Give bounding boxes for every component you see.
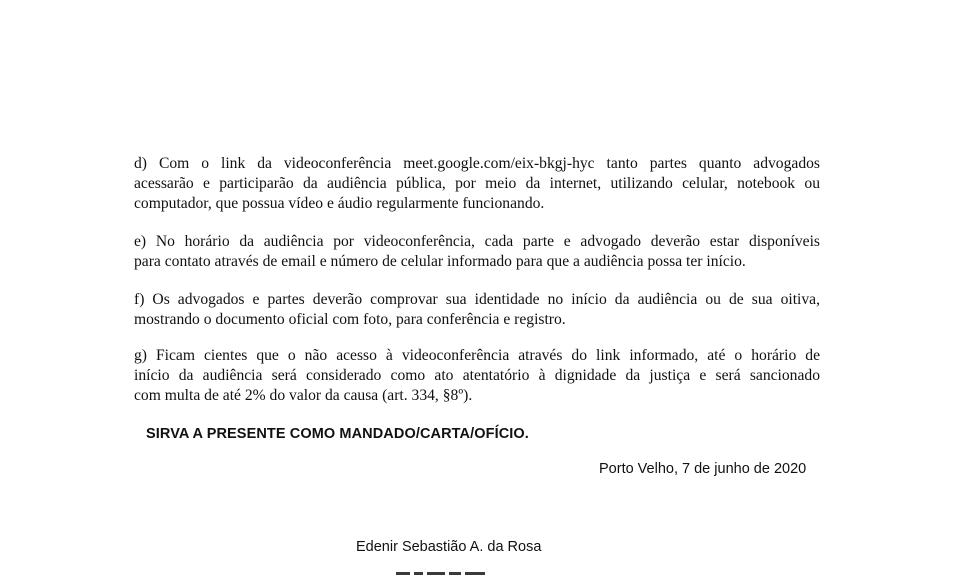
paragraph-line: início da audiência será considerado como ato atentatório à dignidade da justiça e será sancionado <box>134 367 820 384</box>
paragraph-line: mostrando o documento oficial com foto, para conferência e registro. <box>134 311 566 328</box>
paragraph-d <box>134 154 820 214</box>
signer-name: Edenir Sebastião A. da Rosa <box>356 539 542 555</box>
paragraph-line: computador, que possua vídeo e áudio regularmente funcionando. <box>134 195 545 212</box>
paragraph-line: e) No horário da audiência por videoconferência, cada parte e advogado deverão estar disponíveis <box>134 233 820 250</box>
document-heading: SIRVA A PRESENTE COMO MANDADO/CARTA/OFÍCIO. <box>146 426 529 442</box>
paragraph-line: f) Os advogados e partes deverão comprovar sua identidade no início da audiência ou de sua oitiva, <box>134 291 820 308</box>
paragraph-f <box>134 290 820 330</box>
paragraph-line: com multa de até 2% do valor da causa (art. 334, §8º). <box>134 387 473 404</box>
paragraph-line: g) Ficam cientes que o não acesso à videoconferência através do link informado, até o horário de <box>134 347 820 364</box>
paragraph-line: para contato através de email e número de celular informado para que a audiência possa ter início. <box>134 253 746 270</box>
paragraph-g <box>134 346 820 406</box>
cropped-text-fragment <box>396 572 506 580</box>
paragraph-line: d) Com o link da videoconferência meet.google.com/eix-bkgj-hyc tanto partes quanto advogados <box>134 155 820 172</box>
place-date: Porto Velho, 7 de junho de 2020 <box>599 461 807 477</box>
paragraph-e <box>134 232 820 272</box>
paragraph-line: acessarão e participarão da audiência pública, por meio da internet, utilizando celular, notebook ou <box>134 175 820 192</box>
